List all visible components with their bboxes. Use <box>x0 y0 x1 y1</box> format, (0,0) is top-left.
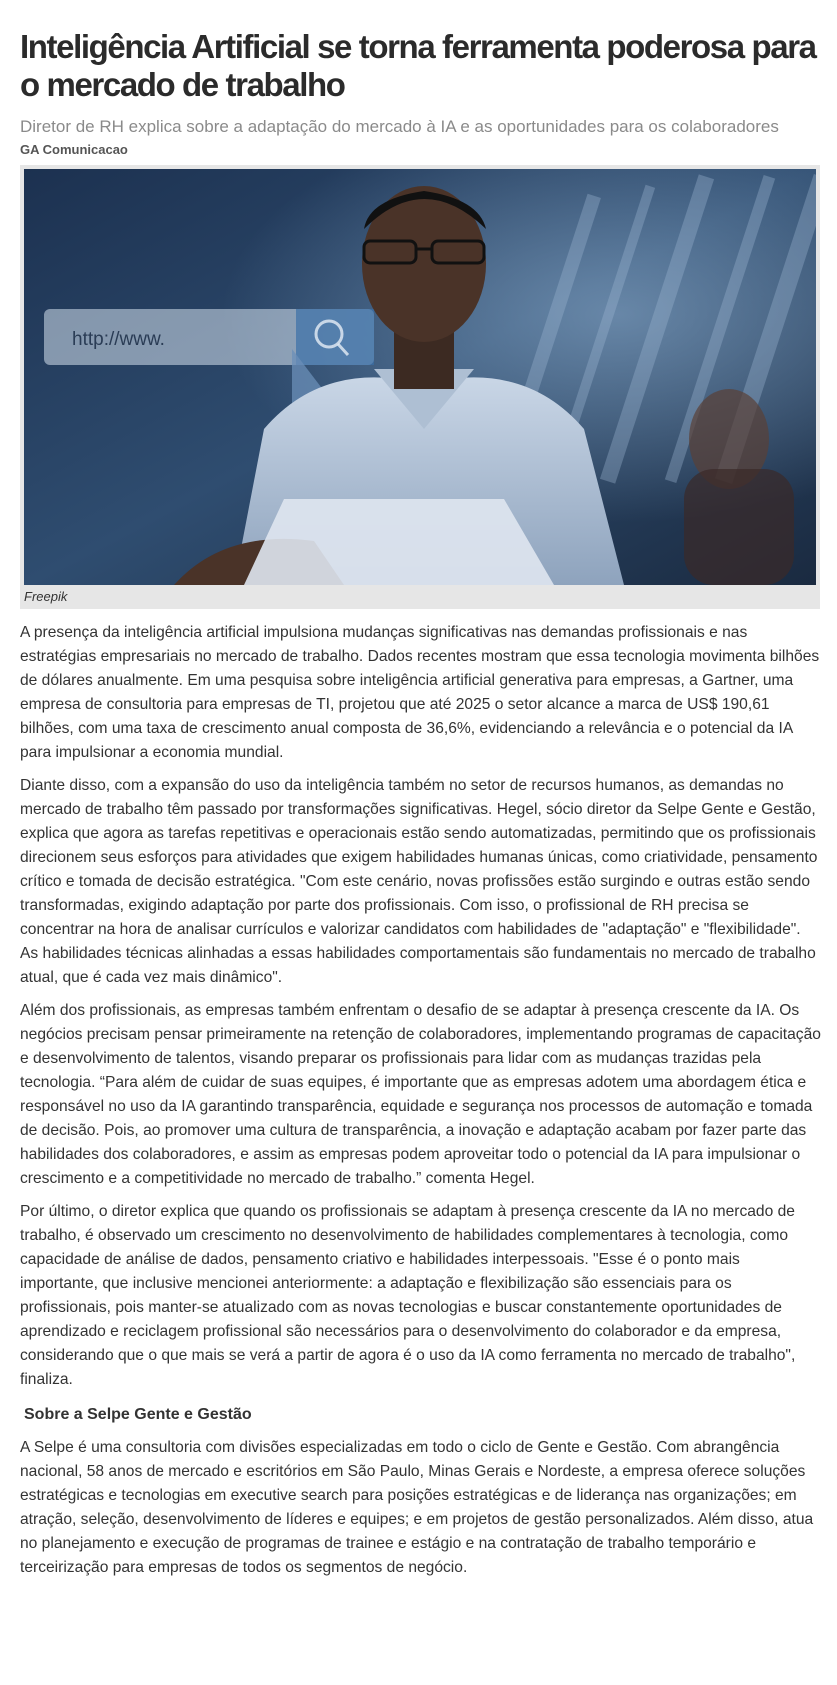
about-heading: Sobre a Selpe Gente e Gestão <box>24 1406 252 1423</box>
paragraph-1: A presença da inteligência artificial impulsiona mudanças significativas nas demandas profissionais e nas estratégias empresariais no mercado de trabalho. Dados recentes mostram que essa tecnologia movimenta bilhões de dólares anualmente. Em uma pesquisa sobre inteligência artificial generativa para empresas, a Gartner, uma empresa de consultoria para empresas de TI, projetou que até 2025 o setor alcance a marca de US$ 190,61 bilhões, com uma taxa de crescimento anual composta de 36,6%, evidenciando a relevância e o potencial da IA para impulsionar a economia mundial. <box>20 624 820 761</box>
photo-caption: Freepik <box>24 589 68 604</box>
paragraph-3: Além dos profissionais, as empresas também enfrentam o desafio de se adaptar à presença crescente da IA. Os negócios precisam pensar primeiramente na retenção de colaboradores, implementando programas de capacitação e desenvolvimento de talentos, visando preparar os profissionais para lidar com as mudanças trazidas pela tecnologia. “Para além de cuidar de suas equipes, é importante que as empresas adotem uma abordagem ética e responsável no uso da IA garantindo transparência, equidade e segurança nos processos de automação e tomada de decisão. Pois, ao promover uma cultura de transparência, a inovação e adaptação acabam por fazer parte das habilidades dos colaboradores, e assim as empresas podem aproveitar todo o potencial da IA para impulsionar o crescimento e a competitividade no mercado de trabalho.” comenta Hegel. <box>20 1002 821 1187</box>
url-text: http://www. <box>72 329 165 350</box>
paragraph-4: Por último, o diretor explica que quando os profissionais se adaptam à presença crescente da IA no mercado de trabalho, é observado um crescimento no desenvolvimento de habilidades complementares à tecnologia, como capacidade de análise de dados, pensamento criativo e habilidades interpessoais. "Esse é o ponto mais importante, que inclusive mencionei anteriormente: a adaptação e flexibilização são essenciais para os profissionais, pois manter-se atualizado com as novas tecnologias e buscar constantemente oportunidades de aprendizado e reciclagem profissional são necessários para o desenvolvimento do colaborador e da empresa, considerando que o que mais se verá a partir de agora é o uso da IA como ferramenta no mercado de trabalho", finaliza. <box>20 1203 796 1388</box>
paragraph-5: A Selpe é uma consultoria com divisões especializadas em todo o ciclo de Gente e Gestão. Com abrangência nacional, 58 anos de mercado e escritórios em São Paulo, Minas Gerais e Nordeste, a empresa oferece soluções estratégicas e tecnologias em executive search para posições estratégicas e de liderança nas organizações; em atração, seleção, desenvolvimento de líderes e equipes; e em projetos de gestão personalizados. Além disso, atua no planejamento e execução de programas de trainee e estágio e na contratação de trabalho temporário e terceirização para empresas de todos os segmentos de negócio. <box>20 1439 814 1576</box>
article-source: GA Comunicacao <box>20 142 128 157</box>
article-body <box>20 621 821 1580</box>
page-title: Inteligência Artificial se torna ferramenta poderosa para o mercado de trabalho <box>20 28 816 103</box>
article-figure <box>20 165 820 609</box>
paragraph-2: Diante disso, com a expansão do uso da inteligência também no setor de recursos humanos, as demandas no mercado de trabalho têm passado por transformações significativas. Hegel, sócio diretor da Selpe Gente e Gestão, explica que agora as tarefas repetitivas e operacionais estão sendo automatizadas, permitindo que os profissionais direcionem seus esforços para atividades que exigem habilidades humanas únicas, como criatividade, pensamento crítico e tomada de decisão estratégica. "Com este cenário, novas profissões estão surgindo e outras estão sendo transformadas, exigindo adaptação por parte dos profissionais. Com isso, o profissional de RH precisa se concentrar na hora de analisar currículos e valorizar candidatos com habilidades de "adaptação" e "flexibilidade". As habilidades técnicas alinhadas a essas habilidades comportamentais são fundamentais no mercado de trabalho atual, que é cada vez mais dinâmico". <box>20 777 818 986</box>
article-photo <box>24 169 816 585</box>
article-subtitle: Diretor de RH explica sobre a adaptação do mercado à IA e as oportunidades para os colaboradores <box>20 117 779 136</box>
